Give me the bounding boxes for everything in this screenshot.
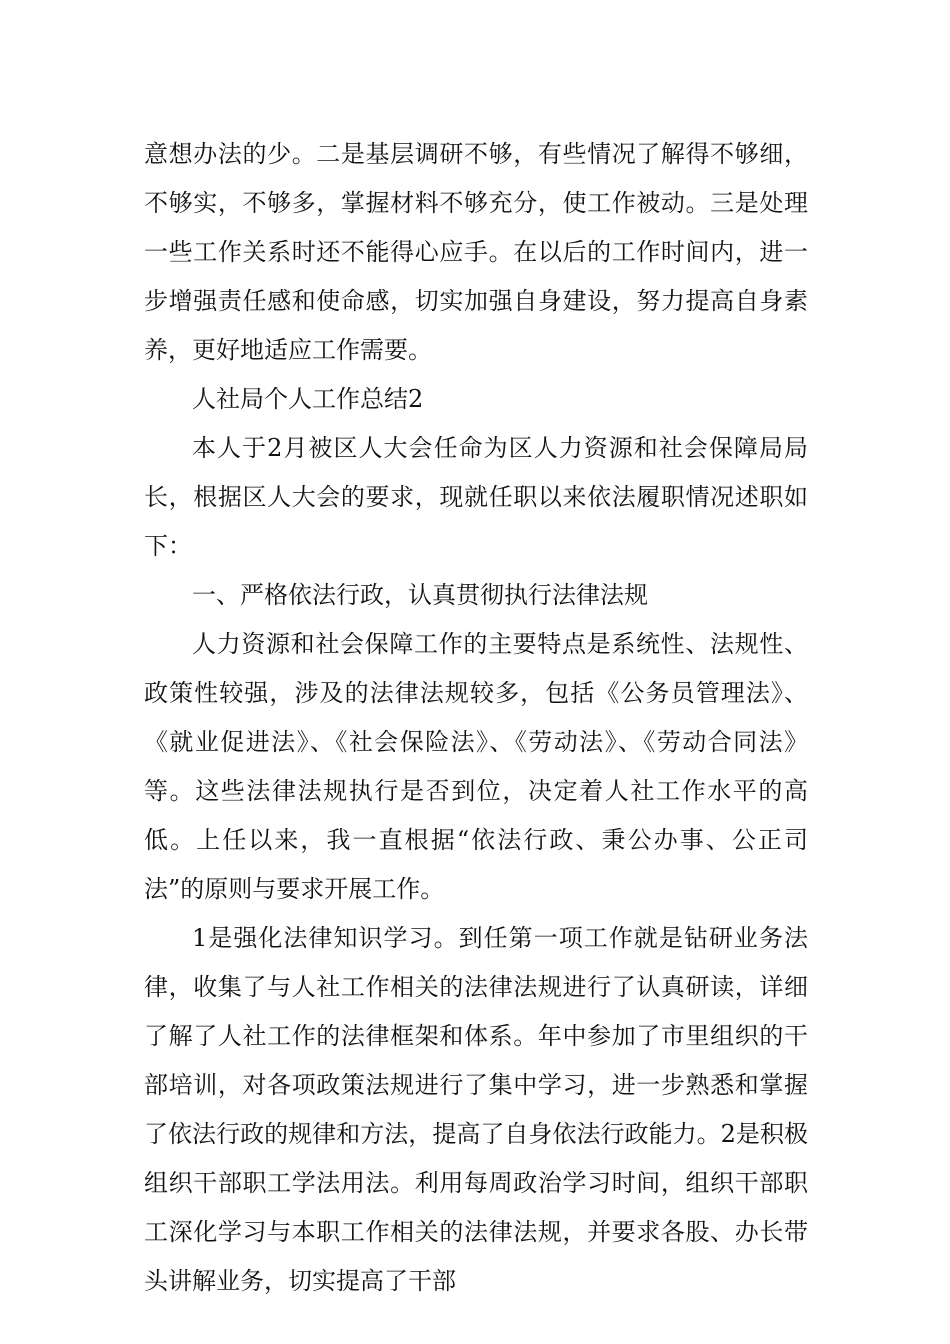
paragraph-continuation: 意想办法的少。二是基层调研不够，有些情况了解得不够细，不够实，不够多，掌握材料不够充分，使工作被动。三是处理一些工作关系时还不能得心应手。在以后的工作时间内，进一步增强责任感和使命感，切实加强自身建设，努力提高自身素养，更好地适应工作需要。 — [144, 140, 808, 364]
paragraph-laws: 人力资源和社会保障工作的主要特点是系统性、法规性、政策性较强，涉及的法律法规较多，包括《公务员管理法》、《就业促进法》、《社会保险法》、《劳动法》、《劳动合同法》等。这些法律法规执行是否到位，决定着人社工作水平的高低。上任以来，我一直根据“依法行政、秉公办事、公正司法”的原则与要求开展工作。 — [144, 630, 808, 903]
document-body — [144, 130, 808, 1306]
paragraph-intro: 本人于2月被区人大会任命为区人力资源和社会保障局局长，根据区人大会的要求，现就任职以来依法履职情况述职如下： — [144, 434, 808, 560]
paragraph-study: 1是强化法律知识学习。到任第一项工作就是钻研业务法律，收集了与人社工作相关的法律法规进行了认真研读，详细了解了人社工作的法律框架和体系。年中参加了市里组织的干部培训，对各项政策法规进行了集中学习，进一步熟悉和掌握了依法行政的规律和方法，提高了自身依法行政能力。2是积极组织干部职工学法用法。利用每周政治学习时间，组织干部职工深化学习与本职工作相关的法律法规，并要求各股、办长带头讲解业务，切实提高了干部 — [144, 924, 808, 1295]
section-title: 人社局个人工作总结2 — [192, 385, 424, 413]
section-heading: 一、严格依法行政，认真贯彻执行法律法规 — [192, 581, 648, 609]
